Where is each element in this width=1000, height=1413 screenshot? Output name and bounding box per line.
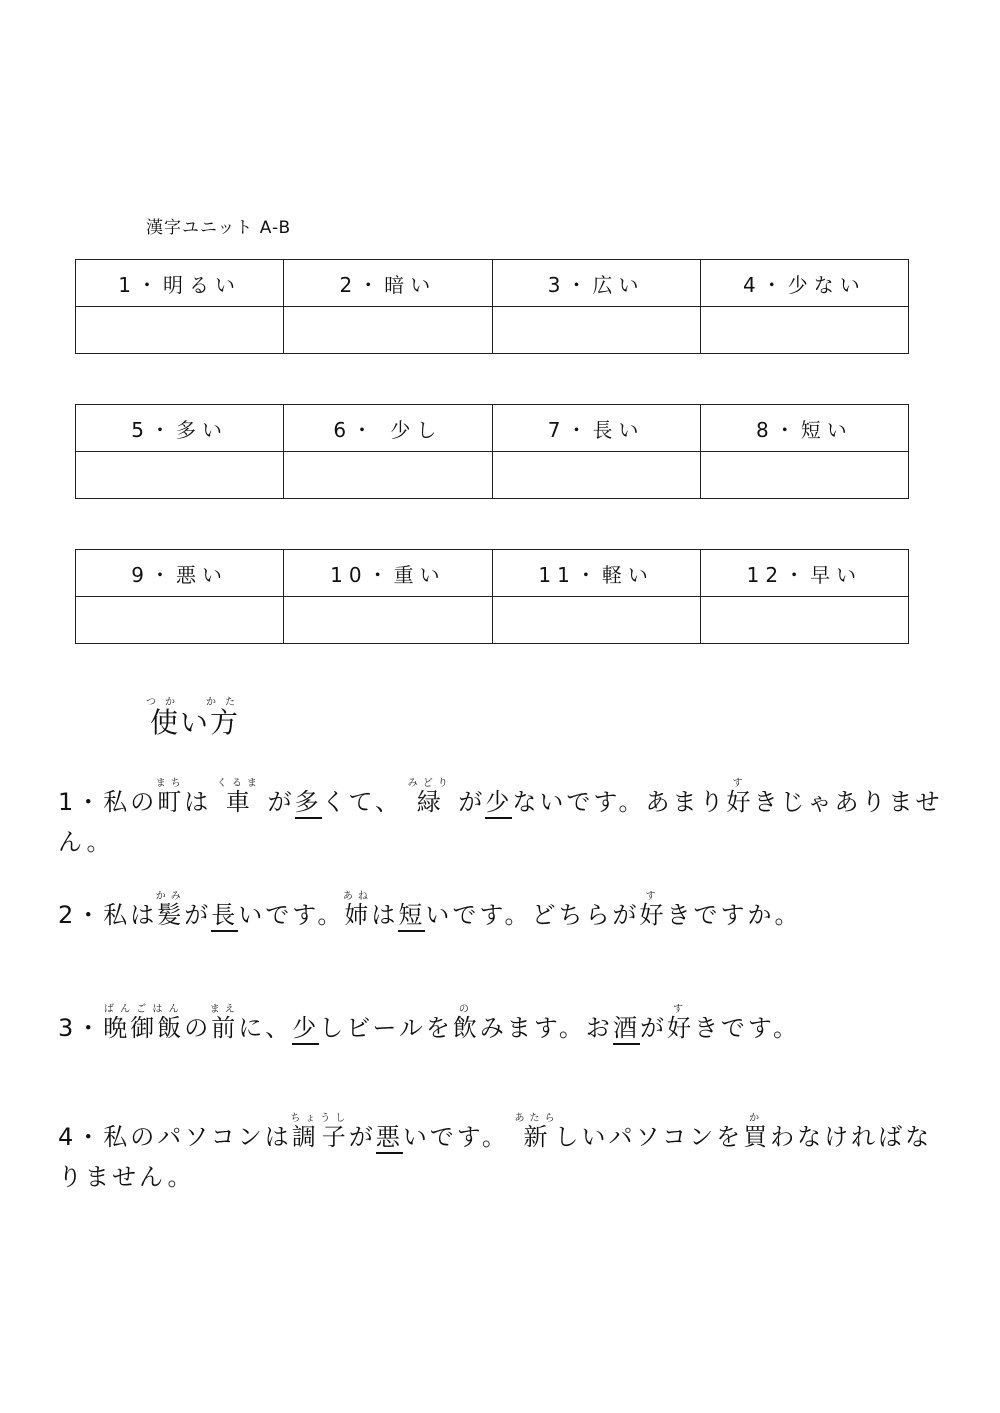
table-header-row [76,260,909,307]
answer-cell[interactable] [76,597,284,644]
answer-cell[interactable] [76,452,284,499]
table-header-row [76,405,909,452]
kanji-cell: 11・軽い [492,550,700,597]
answer-cell[interactable] [700,307,908,354]
kanji-cell: 5・多い [76,405,284,452]
underlined-kanji: 少 [485,788,512,819]
sentence-2: 2・私は髪かみが長いです。姉あねは短いです。どちらが好すきですか。 [58,891,958,935]
answer-cell[interactable] [492,452,700,499]
worksheet-title: 漢字ユニット A-B [146,218,292,238]
underlined-kanji: 短 [398,901,425,932]
kanji-cell: 12・早い [700,550,908,597]
kanji-cell: 10・重い [284,550,492,597]
kanji-cell: 1・明るい [76,260,284,307]
answer-row [76,452,909,499]
underlined-kanji: 長 [211,901,238,932]
sentence-3: 3・晩御飯ばんごはんの前まえに、少しビールを飲のみます。お酒が好すきです。 [58,1004,958,1048]
answer-row [76,307,909,354]
kanji-cell: 2・暗い [284,260,492,307]
kanji-cell: 3・広い [492,260,700,307]
kanji-cell: 7・長い [492,405,700,452]
answer-cell[interactable] [492,307,700,354]
underlined-kanji: 悪 [376,1123,403,1154]
table-header-row [76,550,909,597]
answer-cell[interactable] [284,597,492,644]
answer-row [76,597,909,644]
answer-cell[interactable] [284,452,492,499]
kanji-table-3 [75,549,909,644]
underlined-kanji: 少 [292,1014,319,1045]
underlined-kanji: 多 [295,788,322,819]
answer-cell[interactable] [76,307,284,354]
kanji-table-1 [75,259,909,354]
answer-cell[interactable] [492,597,700,644]
answer-cell[interactable] [700,597,908,644]
sentence-1: 1・私の町まちは 車くるま が多くて、 緑みどり が少ないです。あまり好すきじゃありません。 [58,778,943,856]
kanji-table-2 [75,404,909,499]
sentence-4: 4・私のパソコンは調子ちょうしが悪いです。 新あたらしいパソコンを買かわなければなりません。 [58,1113,933,1191]
kanji-cell: 6・ 少し [284,405,492,452]
kanji-cell: 4・少ない [700,260,908,307]
answer-cell[interactable] [284,307,492,354]
answer-cell[interactable] [700,452,908,499]
kanji-cell: 9・悪い [76,550,284,597]
usage-heading: 使つかい方かた [146,697,245,739]
underlined-kanji: 酒 [613,1014,640,1045]
kanji-cell: 8・短い [700,405,908,452]
